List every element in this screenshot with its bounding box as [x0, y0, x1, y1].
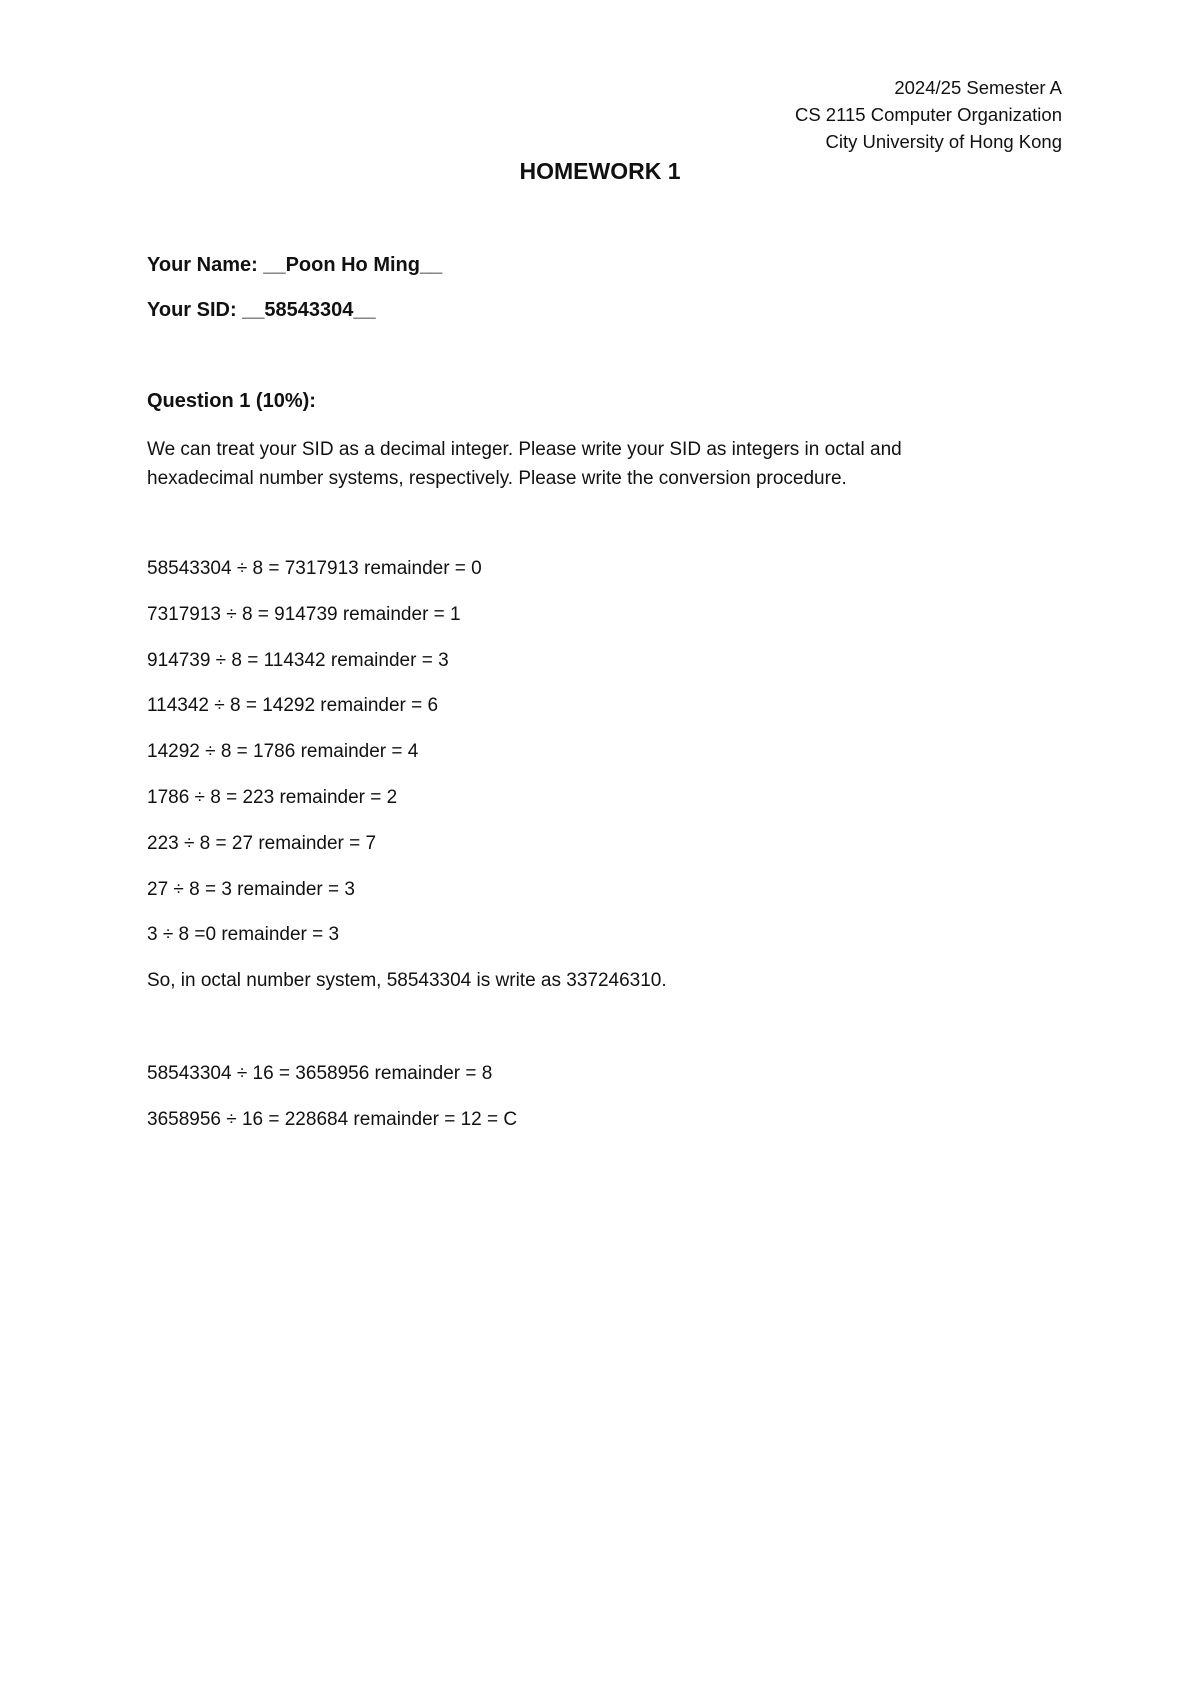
octal-conclusion: So, in octal number system, 58543304 is write as 337246310.	[147, 970, 667, 992]
octal-step: 914739 ÷ 8 = 114342 remainder = 3	[147, 649, 449, 671]
question-1-text: We can treat your SID as a decimal integer. Please write your SID as integers in octal and hexadecimal number systems, respectively. Please write the conversion procedure.	[147, 439, 902, 489]
university-text: City University of Hong Kong	[825, 131, 1062, 152]
octal-step: 27 ÷ 8 = 3 remainder = 3	[147, 878, 355, 900]
semester-text: 2024/25 Semester A	[894, 77, 1062, 98]
octal-step: 58543304 ÷ 8 = 7317913 remainder = 0	[147, 558, 482, 579]
octal-step: 14292 ÷ 8 = 1786 remainder = 4	[147, 741, 419, 763]
octal-step: 1786 ÷ 8 = 223 remainder = 2	[147, 786, 398, 808]
course-text: CS 2115 Computer Organization	[794, 104, 1062, 125]
octal-step: 7317913 ÷ 8 = 914739 remainder = 1	[147, 603, 461, 625]
student-sid-field: Your SID: __58543304__	[147, 299, 376, 321]
octal-step: 3 ÷ 8 =0 remainder = 3	[147, 924, 340, 946]
octal-step: 114342 ÷ 8 = 14292 remainder = 6	[147, 695, 439, 717]
question-1-heading: Question 1 (10%):	[147, 390, 316, 412]
octal-step: 223 ÷ 8 = 27 remainder = 7	[147, 832, 377, 854]
document-title: HOMEWORK 1	[519, 158, 681, 184]
student-name-field: Your Name: __Poon Ho Ming__	[147, 254, 443, 276]
hex-step: 58543304 ÷ 16 = 3658956 remainder = 8	[147, 1063, 493, 1084]
hex-conversion-steps	[147, 1060, 517, 1152]
hex-step: 3658956 ÷ 16 = 228684 remainder = 12 = C	[147, 1108, 518, 1130]
course-header	[795, 74, 1062, 155]
octal-conversion-steps	[147, 555, 667, 1013]
